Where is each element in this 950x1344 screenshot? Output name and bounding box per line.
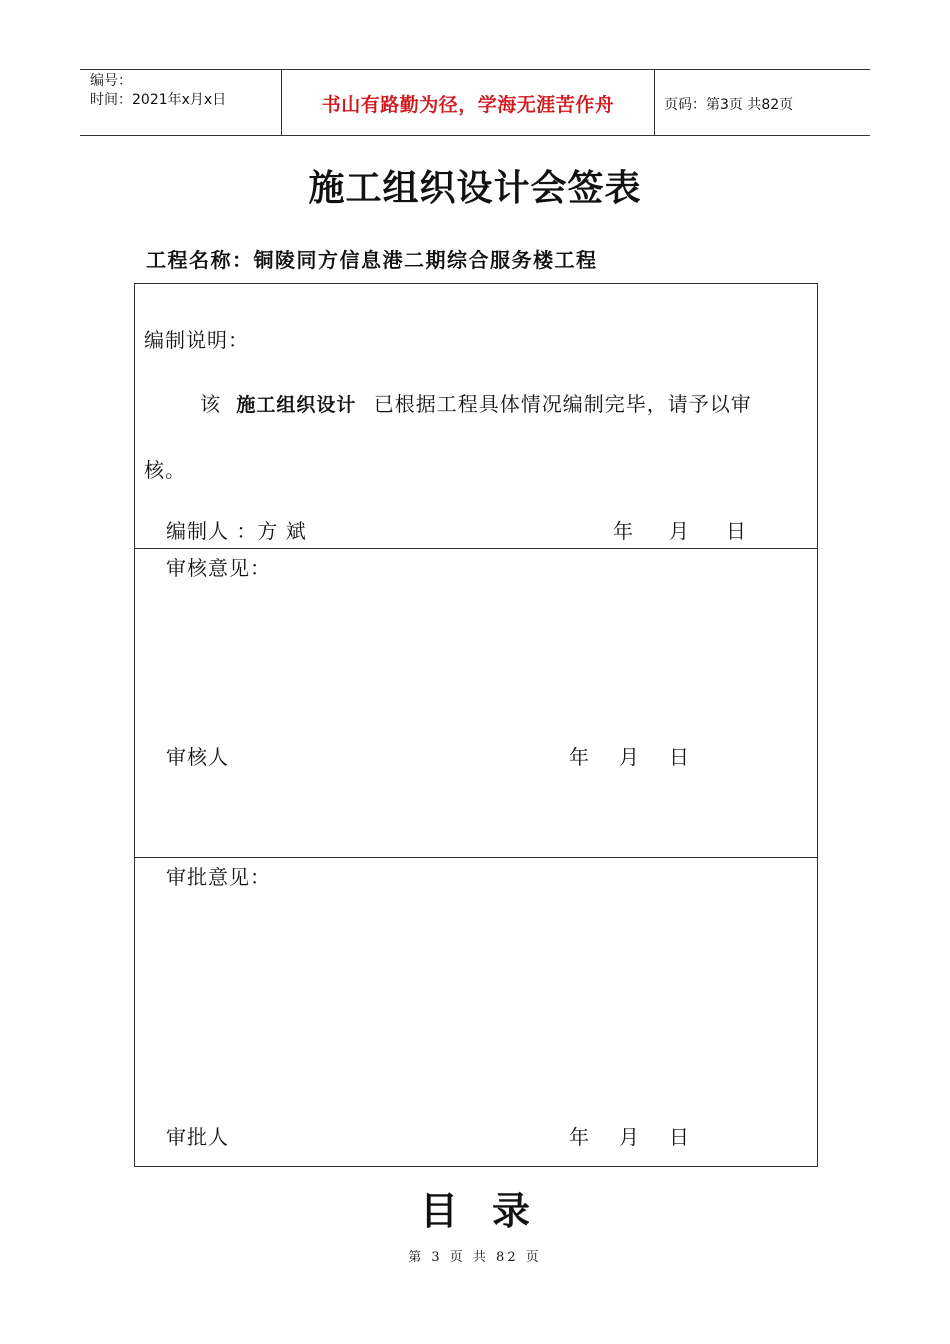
approver-label: 审批人 bbox=[166, 1125, 229, 1149]
compiler-label: 编制人 ：方 斌 bbox=[166, 519, 307, 543]
header-number-label: 编号： bbox=[90, 73, 132, 89]
compile-paragraph bbox=[200, 388, 752, 417]
approve-label: 审批意见： bbox=[166, 865, 271, 889]
reviewer-label: 审核人 bbox=[166, 745, 229, 769]
compile-label: 编制说明： bbox=[144, 328, 249, 352]
compile-date-day: 日 bbox=[726, 519, 747, 543]
review-date-month: 月 bbox=[619, 745, 640, 769]
review-date-day: 日 bbox=[669, 745, 690, 769]
header-motto: 书山有路勤为径，学海无涯苦作舟 bbox=[321, 93, 615, 116]
header-divider-left bbox=[281, 69, 282, 136]
header-time-label: 时间：2021年x月x日 bbox=[90, 92, 227, 108]
header-meta bbox=[90, 72, 226, 110]
page-title: 施工组织设计会签表 bbox=[308, 167, 642, 209]
approve-date-month: 月 bbox=[619, 1125, 640, 1149]
table-row-divider-2 bbox=[134, 857, 818, 858]
compile-para-cont: 核。 bbox=[144, 458, 186, 482]
header-page-info: 页码：第3页 共82页 bbox=[664, 97, 794, 113]
review-date-year: 年 bbox=[569, 745, 590, 769]
approve-date-year: 年 bbox=[569, 1125, 590, 1149]
toc-heading: 目录 bbox=[419, 1188, 564, 1233]
approve-date-day: 日 bbox=[669, 1125, 690, 1149]
compile-date-month: 月 bbox=[669, 519, 690, 543]
header-divider-right bbox=[654, 69, 655, 136]
project-name: 工程名称：铜陵同方信息港二期综合服务楼工程 bbox=[146, 248, 598, 272]
compile-para-prefix: 该 bbox=[200, 392, 221, 416]
compile-para-rest: 已根据工程具体情况编制完毕，请予以审 bbox=[373, 392, 752, 416]
review-label: 审核意见： bbox=[166, 556, 271, 580]
compile-para-bold: 施工组织设计 bbox=[236, 394, 357, 416]
compile-date-year: 年 bbox=[613, 519, 634, 543]
page-footer: 第 3 页 共 82 页 bbox=[408, 1250, 542, 1265]
table-row-divider-1 bbox=[134, 548, 818, 549]
